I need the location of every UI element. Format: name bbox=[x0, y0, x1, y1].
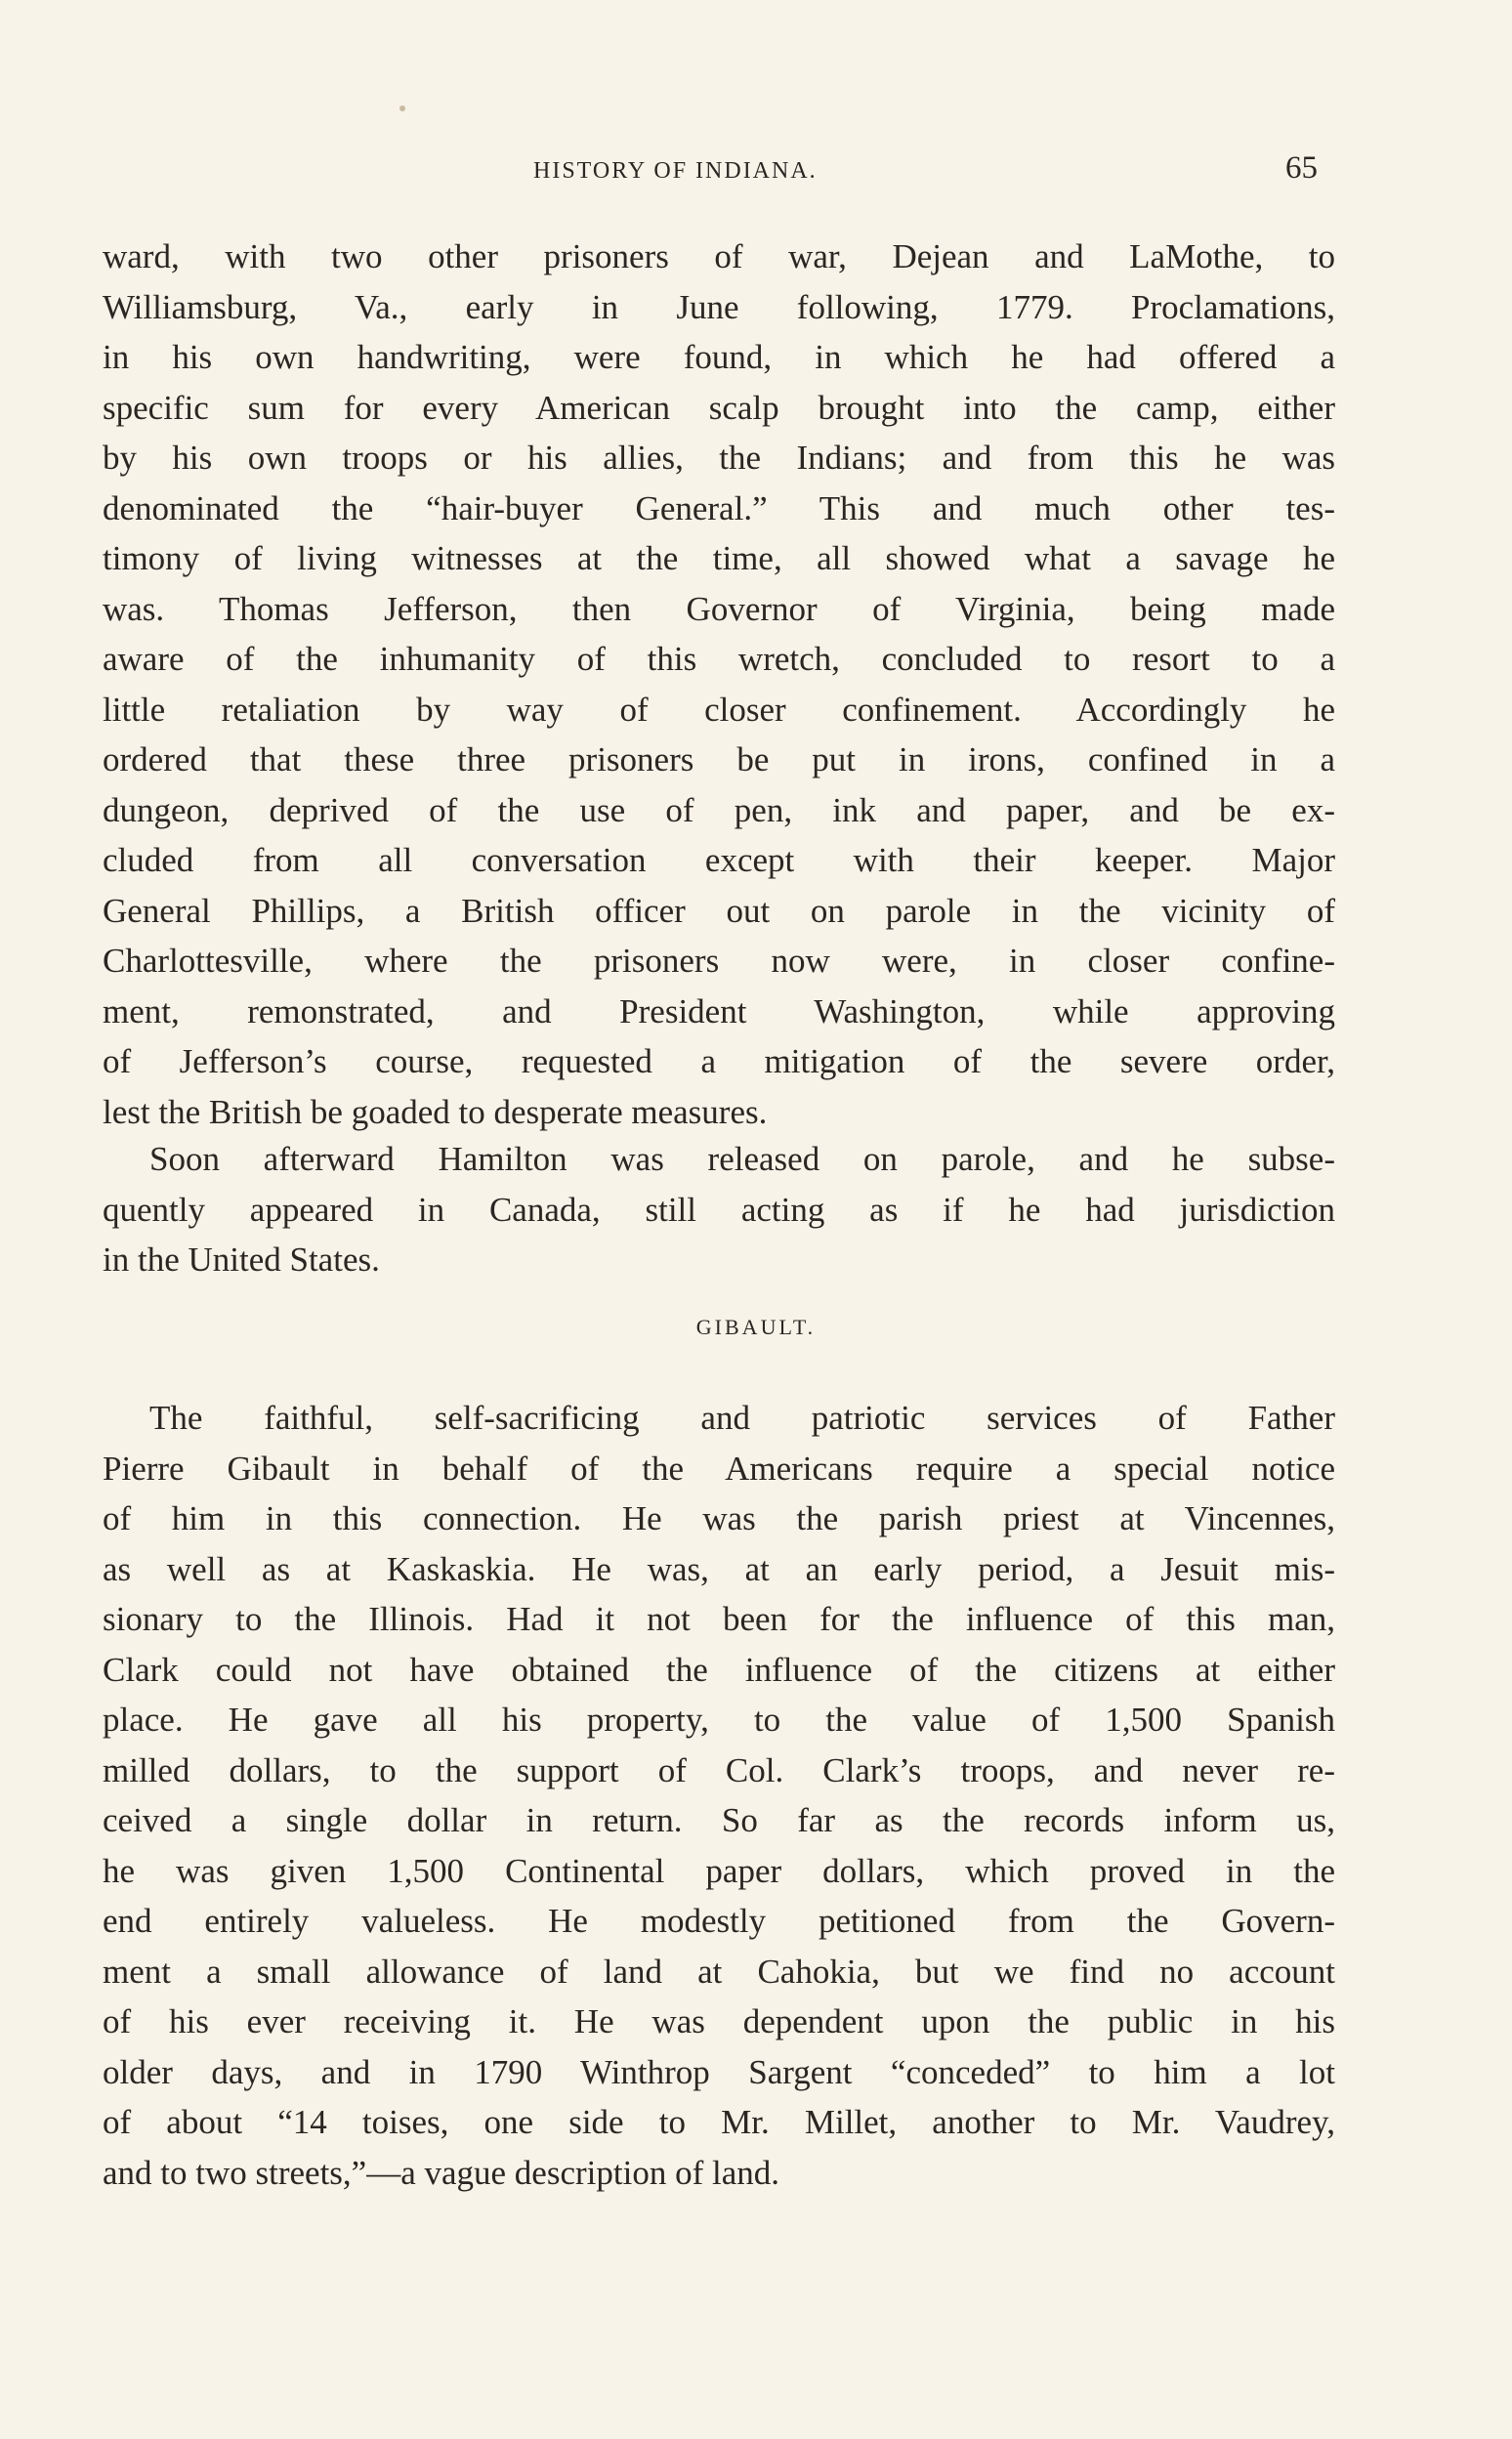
section-heading: GIBAULT. bbox=[695, 1315, 817, 1339]
text-line: dungeon, deprived of the use of pen, ink and paper, and be ex- bbox=[103, 790, 1335, 829]
text-line: Clark could not have obtained the influence of the citizens at either bbox=[103, 1650, 1335, 1689]
paragraph-3 bbox=[103, 1393, 1335, 2198]
text-line: of his ever receiving it. He was dependent upon the public in his bbox=[103, 2002, 1335, 2040]
text-line: timony of living witnesses at the time, all showed what a savage he bbox=[103, 539, 1335, 577]
text-line: Soon afterward Hamilton was released on parole, and he subse- bbox=[149, 1140, 1335, 1178]
text-line: as well as at Kaskaskia. He was, at an early period, a Jesuit mis- bbox=[103, 1549, 1335, 1588]
text-line: quently appeared in Canada, still acting as if he had jurisdiction bbox=[103, 1190, 1335, 1229]
text-line: was. Thomas Jefferson, then Governor of Virginia, being made bbox=[103, 589, 1335, 628]
page-number: 65 bbox=[1285, 150, 1318, 186]
text-line: aware of the inhumanity of this wretch, concluded to resort to a bbox=[103, 640, 1335, 678]
text-line: of about “14 toises, one side to Mr. Millet, another to Mr. Vaudrey, bbox=[103, 2103, 1335, 2141]
text-line: of him in this connection. He was the parish priest at Vincennes, bbox=[103, 1499, 1335, 1537]
text-line: lest the British be goaded to desperate measures. bbox=[103, 1092, 768, 1131]
text-line: of Jefferson’s course, requested a mitigation of the severe order, bbox=[103, 1042, 1335, 1080]
page-speck bbox=[399, 105, 405, 111]
text-line: ward, with two other prisoners of war, Dejean and LaMothe, to bbox=[103, 237, 1335, 275]
text-line: cluded from all conversation except with their keeper. Major bbox=[103, 841, 1335, 879]
running-head: HISTORY OF INDIANA. bbox=[533, 158, 818, 184]
text-line: ment, remonstrated, and President Washington, while approving bbox=[103, 991, 1335, 1030]
text-line: older days, and in 1790 Winthrop Sargent “conceded” to him a lot bbox=[103, 2052, 1335, 2091]
text-line: by his own troops or his allies, the Indians; and from this he was bbox=[103, 439, 1335, 477]
text-line: Pierre Gibault in behalf of the Americans require a special notice bbox=[103, 1449, 1335, 1488]
text-line: Charlottesville, where the prisoners now were, in closer confine- bbox=[103, 942, 1335, 980]
text-line: milled dollars, to the support of Col. Clark’s troops, and never re- bbox=[103, 1750, 1335, 1789]
text-line: and to two streets,”—a vague description of land. bbox=[103, 2153, 779, 2192]
text-line: little retaliation by way of closer confinement. Accordingly he bbox=[103, 690, 1335, 729]
text-line: place. He gave all his property, to the value of 1,500 Spanish bbox=[103, 1701, 1335, 1739]
text-line: ceived a single dollar in return. So far as the records inform us, bbox=[103, 1801, 1335, 1839]
paragraph-2 bbox=[103, 1134, 1335, 1285]
text-line: in the United States. bbox=[103, 1241, 380, 1279]
text-line: sionary to the Illinois. Had it not been for the influence of this man, bbox=[103, 1600, 1335, 1638]
text-line: The faithful, self-sacrificing and patriotic services of Father bbox=[149, 1399, 1335, 1437]
paragraph-1 bbox=[103, 231, 1335, 1137]
text-line: denominated the “hair-buyer General.” This and much other tes- bbox=[103, 488, 1335, 527]
text-line: ordered that these three prisoners be put in irons, confined in a bbox=[103, 740, 1335, 778]
text-line: General Phillips, a British officer out on parole in the vicinity of bbox=[103, 891, 1335, 930]
text-line: ment a small allowance of land at Cahokia, but we find no account bbox=[103, 1952, 1335, 1991]
text-line: end entirely valueless. He modestly petitioned from the Govern- bbox=[103, 1902, 1335, 1940]
text-line: Williamsburg, Va., early in June following, 1779. Proclamations, bbox=[103, 287, 1335, 326]
text-line: in his own handwriting, were found, in which he had offered a bbox=[103, 338, 1335, 376]
text-line: specific sum for every American scalp brought into the camp, either bbox=[103, 388, 1335, 427]
text-line: he was given 1,500 Continental paper dollars, which proved in the bbox=[103, 1851, 1335, 1890]
